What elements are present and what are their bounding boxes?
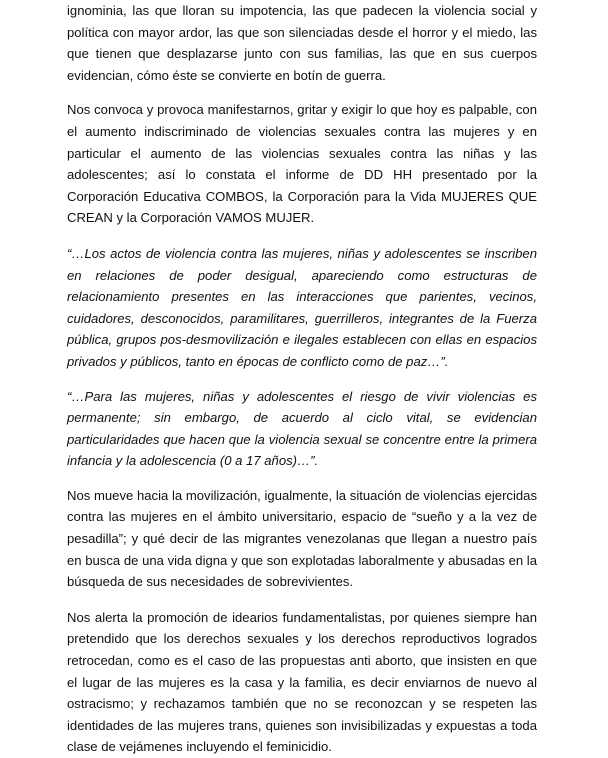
document-page [67, 0, 537, 758]
paragraph-war-victims: ignominia, las que lloran su impotencia, las que padecen la violencia social y política con mayor ardor, las que son silenciadas desde el horror y el miedo, las que tienen que desplazarse junto con sus familias, las que en sus cuerpos evidencian, cómo éste se convierte en botín de guerra. [67, 3, 537, 83]
paragraph-university-and-migrants: Nos mueve hacia la movilización, igualmente, la situación de violencias ejercidas contra las mujeres en el ámbito universitario, espacio de “sueño y a la vez de pesadilla”; y qué decir de las migrantes venezolanas que llegan a nuestro país en busca de una vida digna y que son explotadas laboralmente y abusadas en la búsqueda de sus necesidades de sobrevivientes. [67, 487, 537, 590]
paragraph-sexual-violence-increase: Nos convoca y provoca manifestarnos, gritar y exigir lo que hoy es palpable, con el aumento indiscriminado de violencias sexuales contra las mujeres y en particular el aumento de las violencias sexuales contra las niñas y las adolescentes; así lo constata el informe de DD HH presentado por la Corporación Educativa COMBOS, la Corporación para la Vida MUJERES QUE CREAN y la Corporación VAMOS MUJER. [67, 102, 537, 226]
quote-permanent-risk: “…Para las mujeres, niñas y adolescentes el riesgo de vivir violencias es permanente; sin embargo, de acuerdo al ciclo vital, se evidencian particularidades que hacen que la violencia sexual se concentre entre la primera infancia y la adolescencia (0 a 17 años)…”. [67, 388, 537, 469]
quote-power-relations: “…Los actos de violencia contra las mujeres, niñas y adolescentes se inscriben en relaciones de poder desigual, apareciendo como estructuras de relacionamiento presentes en las interacciones que parientes, vecinos, cuidadores, desconocidos, paramilitares, guerrilleros, integrantes de la Fuerza pública, grupos pos-desmovilización e ilegales establecen con ellas en espacios privados y públicos, tanto en épocas de conflicto como de paz…”. [67, 245, 537, 369]
paragraph-fundamentalism-alert: Nos alerta la promoción de idearios fundamentalistas, por quienes siempre han pretendido que los derechos sexuales y los derechos reproductivos logrados retrocedan, como es el caso de las propuestas anti aborto, que insisten en que el lugar de las mujeres es la casa y la familia, es decir enviarnos de nuevo al ostracismo; y rechazamos también que no se reconozcan y se respeten las identidades de las mujeres trans, quienes son invisibilizadas y expuestas a toda clase de vejámenes incluyendo el feminicidio. [67, 609, 537, 755]
